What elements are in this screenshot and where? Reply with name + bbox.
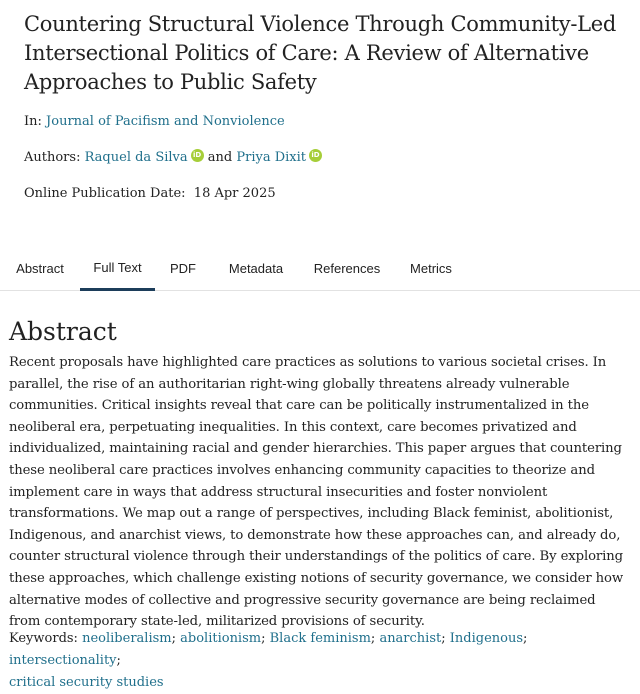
keyword-link[interactable]: Black feminism <box>269 631 371 646</box>
author-link-2[interactable]: Priya Dixit <box>236 150 307 165</box>
journal-line <box>24 114 285 129</box>
keyword-link[interactable]: abolitionism <box>180 631 262 646</box>
tab-abstract[interactable]: Abstract <box>16 261 64 276</box>
authors-label: Authors: <box>24 150 81 165</box>
authors-and: and <box>207 150 233 165</box>
keyword-link[interactable]: Indigenous <box>449 631 524 646</box>
keyword-link[interactable]: critical security studies <box>9 675 164 690</box>
article-header <box>24 10 624 97</box>
keyword-separator: ; <box>261 631 266 646</box>
pub-date-label: Online Publication Date: <box>24 186 186 201</box>
abstract-text: Recent proposals have highlighted care practices as solutions to various societal crises. In parallel, the rise of an authoritarian right-wing globally threatens already vulnerable communities. Critical insights reveal that care can be politically instrumentalized in the neoliberal era, perpetuating inequalities. In this context, care becomes privatized and individualized, maintaining racial and gender hierarchies. This paper argues that countering these neoliberal care practices involves enhancing community capacities to theorize and implement care in ways that address structural insecurities and foster nonviolent transformations. We map out a range of perspectives, including Black feminist, abolitionist, Indigenous, and anarchist views, to demonstrate how these approaches can, and already do, counter structural violence through their understandings of the politics of care. By exploring these approaches, which challenge existing notions of security governance, we consider how alternative modes of collective and progressive security governance are being reclaimed from contemporary state-led, militarized provisions of security. <box>9 355 624 630</box>
keyword-separator: ; <box>116 653 121 668</box>
abstract-heading: Abstract <box>9 317 117 346</box>
article-title: Countering Structural Violence Through Community-Led Intersectional Politics of Care: A Review of Alternative Approaches to Public Safety <box>24 12 617 94</box>
keyword-separator: ; <box>171 631 176 646</box>
keywords-line <box>9 628 629 694</box>
journal-link[interactable]: Journal of Pacifism and Nonviolence <box>46 114 285 129</box>
tab-pdf[interactable]: PDF <box>170 261 196 276</box>
keywords-label: Keywords: <box>9 631 78 646</box>
keyword-link[interactable]: anarchist <box>379 631 442 646</box>
author-link-1[interactable]: Raquel da Silva <box>84 150 188 165</box>
keyword-separator: ; <box>370 631 376 646</box>
tab-references[interactable]: References <box>313 261 381 276</box>
tab-full-text[interactable]: Full Text <box>80 248 155 291</box>
orcid-icon[interactable]: iD <box>191 149 204 162</box>
keyword-link[interactable]: intersectionality <box>9 653 117 668</box>
article-tabs <box>0 248 640 291</box>
pub-date: 18 Apr 2025 <box>193 186 276 201</box>
orcid-icon[interactable]: iD <box>309 149 322 162</box>
keyword-separator: ; <box>441 631 446 646</box>
in-label: In: <box>24 114 42 129</box>
publication-date-line <box>24 186 276 201</box>
keyword-link[interactable]: neoliberalism <box>82 631 172 646</box>
tab-metadata[interactable]: Metadata <box>228 261 284 276</box>
keyword-separator: ; <box>523 631 528 646</box>
tab-metrics[interactable]: Metrics <box>410 261 452 276</box>
authors-line <box>24 149 322 165</box>
